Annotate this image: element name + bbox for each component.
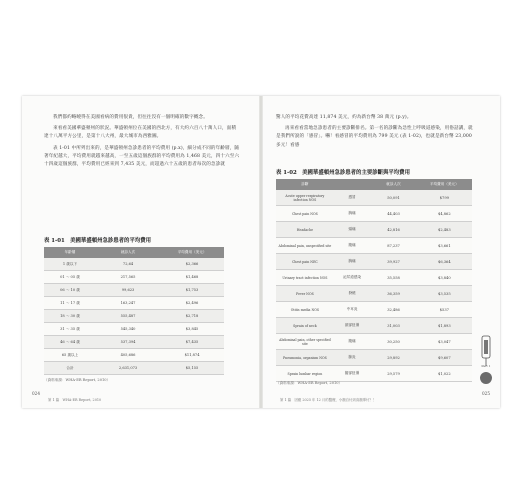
table-row — [276, 254, 472, 270]
table-cell: $3,661 — [417, 238, 472, 254]
table-cell: $3,047 — [417, 334, 472, 350]
table-cell: 163,247 — [96, 297, 160, 310]
table-cell: Acute upper respiratory infection NOS — [276, 190, 334, 206]
table-row — [44, 349, 224, 362]
table-cell: 泌尿道感染 — [334, 270, 371, 286]
table-cell: 腹痛 — [334, 334, 371, 350]
table-cell: 39,927 — [370, 254, 416, 270]
table-row — [276, 190, 472, 206]
table-cell: 46 ～ 64 歲 — [44, 336, 96, 349]
table-row — [276, 334, 472, 350]
table-cell: 31,003 — [370, 318, 416, 334]
table-cell: $3,535 — [417, 286, 472, 302]
table-cell: 87,237 — [370, 238, 416, 254]
table-cell: $1,022 — [417, 366, 472, 382]
table-cell: $7,435 — [160, 336, 224, 349]
table-cell: 31 ～ 35 歲 — [44, 323, 96, 336]
column-header-visits: 就診人次 — [96, 247, 160, 258]
table-cell: 頭痛 — [334, 222, 371, 238]
table-cell: 01 ～ 05 歲 — [44, 271, 96, 284]
column-header-diagnosis-zh — [334, 179, 371, 190]
table-cell: 腹痛 — [334, 238, 371, 254]
table-row — [276, 286, 472, 302]
table-cell: 65 歲以上 — [44, 349, 96, 362]
right-page-footer: 第 1 篇 因應 2025 年 12 月的醫療，小額自付到高額專付？！ — [280, 398, 377, 402]
table-1-01-source: （資料來源：WHA-ER Report, 2010） — [44, 378, 111, 382]
table-row — [44, 284, 224, 297]
table-cell: 11 ～ 17 歲 — [44, 297, 96, 310]
table-cell: $6,364 — [417, 254, 472, 270]
left-paragraph-2: 來看看美國華盛頓州的狀況。華盛頓州位在美國的西北方，有大約六百八十萬人口，面積達十八萬平方公里，是第十八大州，最大城市為西雅圖。 — [44, 126, 237, 140]
table-row — [276, 302, 472, 318]
column-header-diagnosis: 診斷 — [276, 179, 334, 190]
table-cell: 405,686 — [96, 349, 160, 362]
table-cell: 胸痛 — [334, 206, 371, 222]
table-cell: 537,394 — [96, 336, 160, 349]
table-row — [44, 336, 224, 349]
table-cell: Pneumonia, organism NOS — [276, 350, 334, 366]
table-cell: 30,250 — [370, 334, 416, 350]
table-1-01-title: 表 1-01 美國華盛頓州急診患者的平均費用 — [44, 238, 152, 244]
table-cell: 合計 — [44, 362, 96, 375]
right-body-text — [276, 114, 476, 153]
column-header-avg-cost: 平均費用（美元） — [160, 247, 224, 258]
left-page-number: 024 — [32, 391, 40, 396]
chapter-tab-label: Part 1 — [481, 364, 491, 368]
table-cell: 545,340 — [96, 323, 160, 336]
table-cell: 頸部扭傷 — [334, 318, 371, 334]
column-header-age: 年齡層 — [44, 247, 96, 258]
column-header-visits: 就診人次 — [370, 179, 416, 190]
table-cell: Urinary tract infection NOS — [276, 270, 334, 286]
chapter-tab — [478, 334, 494, 386]
right-page — [262, 96, 500, 408]
table-row — [44, 271, 224, 284]
table-cell: $2,366 — [160, 258, 224, 271]
table-row — [44, 362, 224, 375]
left-page — [22, 96, 260, 408]
right-paragraph-2: 再來看看當地急診患者的主要診斷排名。第一名的診斷為急性上呼吸道感染，用俗話講，就是我們所說的「感冒」。嚇！看感冒的平均費用為 799 美元 (表 1-02)，也就是新台幣 23,000 多元！看感 — [276, 126, 473, 148]
table-1-02 — [276, 179, 472, 382]
table-cell: 50,091 — [370, 190, 416, 206]
book-spread — [22, 96, 500, 408]
table-cell: 中耳炎 — [334, 302, 371, 318]
right-page-number: 025 — [482, 391, 490, 396]
table-cell: 217,565 — [96, 271, 160, 284]
table-row — [44, 297, 224, 310]
table-cell: 感冒 — [334, 190, 371, 206]
table-cell: 29,579 — [370, 366, 416, 382]
table-row — [276, 270, 472, 286]
table-cell: $2,496 — [160, 297, 224, 310]
table-cell: $4,862 — [417, 206, 472, 222]
table-cell: 44,403 — [370, 206, 416, 222]
table-cell: 36,359 — [370, 286, 416, 302]
table-cell: 胸痛 — [334, 254, 371, 270]
left-paragraph-1: 我們都約略曉得在美國看病的費用很貴，但往往沒有一個明確的數字概念。 — [53, 115, 208, 120]
table-cell: $537 — [417, 302, 472, 318]
table-cell: $5,155 — [160, 362, 224, 375]
table-cell: Fever NOS — [276, 286, 334, 302]
left-body-text — [44, 114, 240, 172]
table-cell: 32,486 — [370, 302, 416, 318]
table-row — [276, 206, 472, 222]
table-cell: 42,816 — [370, 222, 416, 238]
left-paragraph-3: 表 1-01 中所列出來的，是華盛頓州急診患者的平均費用 (p.x)，細分成不同的年齡層，隨著年紀越大，平均費用就越來越高，一至五歲這個族群的平均費用為 1,468 美元，四十六至六十四歲這個族群，平均費用已經來到 7,435 美元，而超過六十五歲的患者每次的急診就 — [44, 145, 240, 168]
table-cell: Abdominal pain, unspecified site — [276, 238, 334, 254]
table-cell: 35,558 — [370, 270, 416, 286]
table-cell: Sprain of neck — [276, 318, 334, 334]
table-cell: 29,892 — [370, 350, 416, 366]
table-cell: $1,468 — [160, 271, 224, 284]
table-cell: Abdominal pain, other specified site — [276, 334, 334, 350]
table-cell: 腰部扭傷 — [334, 366, 371, 382]
table-cell: 1 歲以下 — [44, 258, 96, 271]
table-row — [44, 258, 224, 271]
table-cell: $2,718 — [160, 310, 224, 323]
table-1-02-source: （資料來源：WHA-ER Report, 2010） — [276, 381, 343, 385]
table-row — [276, 366, 472, 382]
table-cell: 2,631,073 — [96, 362, 160, 375]
table-cell: $9,607 — [417, 350, 472, 366]
left-page-footer: 第 1 篇 WHA-ER Report, 2010 — [48, 398, 102, 402]
table-cell: Headache — [276, 222, 334, 238]
table-cell: 18 ～ 30 歲 — [44, 310, 96, 323]
table-cell: $1,893 — [417, 318, 472, 334]
right-paragraph-1: 驚人的平均花費高達 11,874 美元，約為新台幣 38 萬元 (p.y)。 — [276, 115, 412, 120]
table-row — [276, 350, 472, 366]
chapter-tab-icon — [478, 334, 494, 386]
table-row — [44, 310, 224, 323]
table-cell: Otitis media NOS — [276, 302, 334, 318]
column-header-avg-cost: 平均費用（美元） — [417, 179, 472, 190]
table-cell: $3,845 — [160, 323, 224, 336]
table-cell: 555,487 — [96, 310, 160, 323]
table-cell: 肺炎 — [334, 350, 371, 366]
table-cell: $1,753 — [160, 284, 224, 297]
table-cell: $3,840 — [417, 270, 472, 286]
table-row — [44, 323, 224, 336]
table-cell: 06 ～ 10 歲 — [44, 284, 96, 297]
table-cell: 72,64 — [96, 258, 160, 271]
table-row — [276, 318, 472, 334]
table-1-02-title: 表 1-02 美國華盛頓州急診患者的主要診斷與平均費用 — [276, 170, 410, 176]
table-header-row — [44, 247, 224, 258]
table-header-row — [276, 179, 472, 190]
table-cell: 99,623 — [96, 284, 160, 297]
table-cell: $799 — [417, 190, 472, 206]
table-cell: Sprain lumbar region — [276, 366, 334, 382]
table-row — [276, 222, 472, 238]
table-cell: $2,483 — [417, 222, 472, 238]
table-row — [276, 238, 472, 254]
table-cell: $11,874 — [160, 349, 224, 362]
table-cell: Chest pain NOS — [276, 206, 334, 222]
table-1-01 — [44, 247, 224, 375]
table-cell: 發燒 — [334, 286, 371, 302]
table-cell: Chest pain NEC — [276, 254, 334, 270]
